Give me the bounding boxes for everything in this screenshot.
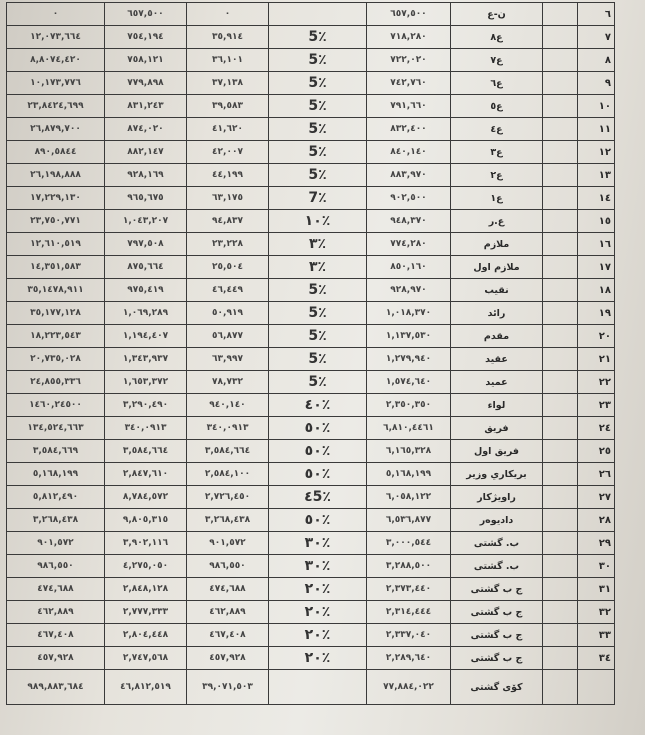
table-row <box>7 440 615 463</box>
row-total-cell: ٨,٨٠٧٤,٤٢٠ <box>7 49 105 72</box>
table-row <box>7 463 615 486</box>
percentage-cell: 5٪ <box>269 72 367 95</box>
new-salary-cell: ٢,٧٤٧,٥٦٨ <box>105 647 187 670</box>
new-salary-cell: ٧٥٤,١٩٤ <box>105 26 187 49</box>
empty-cell <box>543 3 578 26</box>
percentage-cell: ٤5٪ <box>269 486 367 509</box>
row-number-cell: ٢٤ <box>578 417 615 440</box>
row-number-cell: ٣٤ <box>578 647 615 670</box>
increase-cell: ٤٦٢,٨٨٩ <box>187 601 269 624</box>
rank-cell: ج ب گشتی <box>451 647 543 670</box>
empty-cell <box>543 325 578 348</box>
row-number-cell: ٢٦ <box>578 463 615 486</box>
empty-cell <box>543 532 578 555</box>
row-total-cell: ١٣٤,٥٢٤,٦٦٣ <box>7 417 105 440</box>
rank-cell: نقيب <box>451 279 543 302</box>
new-salary-cell: ٤,٢٧٥,٠٥٠ <box>105 555 187 578</box>
base-salary-cell: ٦,٥٣٦,٨٧٧ <box>367 509 451 532</box>
row-total-cell: ٤٦٧,٤٠٨ <box>7 624 105 647</box>
base-salary-cell: ٢,٣٣٧,٠٤٠ <box>367 624 451 647</box>
base-salary-cell: ٧١٨,٢٨٠ <box>367 26 451 49</box>
new-salary-cell: ٨٧٤,٠٢٠ <box>105 118 187 141</box>
new-salary-cell: ١,١٩٤,٤٠٧ <box>105 325 187 348</box>
increase-cell: ٣٤٠,٠٩١٣ <box>187 417 269 440</box>
base-salary-cell: ٦٥٧,٥٠٠ <box>367 3 451 26</box>
new-salary-cell: ٢,٨٤٧,٦١٠ <box>105 463 187 486</box>
table-row <box>7 279 615 302</box>
empty-cell <box>543 417 578 440</box>
rank-cell: عقيد <box>451 348 543 371</box>
increase-cell: ٥٠,٩١٩ <box>187 302 269 325</box>
row-total-cell: ٤٦٢,٨٨٩ <box>7 601 105 624</box>
percentage-cell: ٢٠٪ <box>269 624 367 647</box>
base-salary-cell: ٣,٠٠٠,٥٤٤ <box>367 532 451 555</box>
row-number-cell: ٢٥ <box>578 440 615 463</box>
table-row <box>7 647 615 670</box>
increase-cell: ٣٥,٩١٤ <box>187 26 269 49</box>
rank-cell: ج ب گشتی <box>451 601 543 624</box>
rank-cell: ن-ع <box>451 3 543 26</box>
row-number-cell: ١١ <box>578 118 615 141</box>
rank-cell: ع٧ <box>451 49 543 72</box>
empty-cell <box>543 371 578 394</box>
total-label-cell: کۆی گشتی <box>451 670 543 705</box>
rank-cell: ج ب گشتی <box>451 624 543 647</box>
base-salary-cell: ٧٢٢,٠٢٠ <box>367 49 451 72</box>
percentage-cell: 5٪ <box>269 164 367 187</box>
row-total-cell: ٢٣,٨٤٢٤,٦٩٩ <box>7 95 105 118</box>
empty-cell <box>543 95 578 118</box>
base-salary-cell: ٨٥٠,١٦٠ <box>367 256 451 279</box>
row-total-cell: ٠ <box>7 3 105 26</box>
increase-cell: ٩٨٦,٥٥٠ <box>187 555 269 578</box>
base-salary-cell: ٩٤٨,٣٧٠ <box>367 210 451 233</box>
empty-cell <box>543 302 578 325</box>
new-salary-cell: ٦٥٧,٥٠٠ <box>105 3 187 26</box>
table-row <box>7 141 615 164</box>
increase-cell: ٣٦,١٠١ <box>187 49 269 72</box>
row-number-cell: ٣٢ <box>578 601 615 624</box>
percentage-cell: 5٪ <box>269 118 367 141</box>
row-number-cell: ١٨ <box>578 279 615 302</box>
row-number-cell: ١٦ <box>578 233 615 256</box>
base-salary-cell: ٢,٢٨٩,٦٤٠ <box>367 647 451 670</box>
row-total-cell: ٣,٢٦٨,٤٣٨ <box>7 509 105 532</box>
base-salary-cell: ٧٧٤,٢٨٠ <box>367 233 451 256</box>
new-salary-cell: ٣,٥٨٤,٦٦٤ <box>105 440 187 463</box>
empty-cell <box>543 141 578 164</box>
row-number-cell: ٩ <box>578 72 615 95</box>
percentage-cell: ٣٠٪ <box>269 555 367 578</box>
new-salary-cell: ٩٢٨,١٦٩ <box>105 164 187 187</box>
new-salary-cell: ٣,٢٩٠,٤٩٠ <box>105 394 187 417</box>
new-salary-cell: ٨٨٢,١٤٧ <box>105 141 187 164</box>
empty-cell <box>543 164 578 187</box>
row-number-cell: ٦ <box>578 3 615 26</box>
row-total-cell: ٢٣,٧٥٠,٧٧١ <box>7 210 105 233</box>
table-row <box>7 164 615 187</box>
new-salary-cell: ١,٠٦٩,٢٨٩ <box>105 302 187 325</box>
empty-cell <box>543 26 578 49</box>
rank-cell: ج ب گشتی <box>451 578 543 601</box>
increase-cell: ٣٩,٥٨٣ <box>187 95 269 118</box>
increase-cell: ٤٥٧,٩٢٨ <box>187 647 269 670</box>
new-salary-cell: ٢,٨٠٤,٤٤٨ <box>105 624 187 647</box>
empty-cell <box>543 187 578 210</box>
row-total-cell: ١٤,٣٥١,٥٨٣ <box>7 256 105 279</box>
percentage-cell: ٥٠٪ <box>269 417 367 440</box>
table-row <box>7 371 615 394</box>
percentage-cell: ٤٠٪ <box>269 394 367 417</box>
row-number-cell: ١٧ <box>578 256 615 279</box>
row-total-cell: ٣٥,١٤٧٨,٩١١ <box>7 279 105 302</box>
row-total-cell: ٥,١٦٨,١٩٩ <box>7 463 105 486</box>
row-total-cell: ١٠,١٧٣,٧٧٦ <box>7 72 105 95</box>
table-row <box>7 417 615 440</box>
rank-cell: عميد <box>451 371 543 394</box>
new-salary-cell: ٧٥٨,١٢١ <box>105 49 187 72</box>
increase-cell: ٢٣,٢٢٨ <box>187 233 269 256</box>
base-salary-cell: ٨٨٣,٩٧٠ <box>367 164 451 187</box>
rank-cell: ع١ <box>451 187 543 210</box>
rank-cell: ع٥ <box>451 95 543 118</box>
base-salary-cell: ٩٠٢,٥٠٠ <box>367 187 451 210</box>
increase-cell: ٦٣,٩٩٧ <box>187 348 269 371</box>
row-number-cell: ١٤ <box>578 187 615 210</box>
row-number-cell: ٢٨ <box>578 509 615 532</box>
percentage-cell: ٣٪ <box>269 233 367 256</box>
percentage-cell: 5٪ <box>269 348 367 371</box>
rank-cell: لواء <box>451 394 543 417</box>
empty-cell <box>543 509 578 532</box>
row-number-cell: ٣٣ <box>578 624 615 647</box>
row-number-cell: ٣٠ <box>578 555 615 578</box>
increase-cell: ٣,٥٨٤,٦٦٤ <box>187 440 269 463</box>
row-total-cell: ٨٩٠,٥٨٤٤ <box>7 141 105 164</box>
table-row <box>7 210 615 233</box>
row-total-cell: ٣,٥٨٤,٦٦٩ <box>7 440 105 463</box>
table-row <box>7 509 615 532</box>
base-salary-cell: ٨٣٢,٤٠٠ <box>367 118 451 141</box>
increase-cell: ٢,٥٨٤,١٠٠ <box>187 463 269 486</box>
row-number-cell: ١٠ <box>578 95 615 118</box>
row-total-cell: ٩٨٦,٥٥٠ <box>7 555 105 578</box>
salary-table <box>6 2 615 705</box>
new-salary-cell: ٧٧٩,٨٩٨ <box>105 72 187 95</box>
row-total-cell: ١٢,٦١٠,٥١٩ <box>7 233 105 256</box>
table-row <box>7 95 615 118</box>
base-salary-cell: ٦,٠٥٨,١٢٢ <box>367 486 451 509</box>
table-row <box>7 72 615 95</box>
percentage-cell: 5٪ <box>269 49 367 72</box>
base-salary-cell: ٦,١٦٥,٣٢٨ <box>367 440 451 463</box>
salary-table-body <box>7 3 615 705</box>
row-total-cell: ٢٦,٨٧٩,٧٠٠ <box>7 118 105 141</box>
row-total-cell: ٤٥٧,٩٢٨ <box>7 647 105 670</box>
empty-cell <box>543 49 578 72</box>
new-salary-cell: ١,٠٤٣,٢٠٧ <box>105 210 187 233</box>
base-salary-cell: ٩٢٨,٩٧٠ <box>367 279 451 302</box>
new-salary-cell: ٢,٨٤٨,١٢٨ <box>105 578 187 601</box>
empty-cell <box>543 463 578 486</box>
increase-cell: ٩٠١,٥٧٢ <box>187 532 269 555</box>
new-salary-cell: ٨,٧٨٤,٥٧٢ <box>105 486 187 509</box>
total-empty-cell <box>543 670 578 705</box>
percentage-cell: ٥٠٪ <box>269 509 367 532</box>
percentage-cell: 5٪ <box>269 371 367 394</box>
empty-cell <box>543 601 578 624</box>
percentage-cell: ٢٠٪ <box>269 578 367 601</box>
new-salary-cell: ١,٦٥٣,٣٧٢ <box>105 371 187 394</box>
increase-cell: ٤٤,١٩٩ <box>187 164 269 187</box>
table-row <box>7 233 615 256</box>
empty-cell <box>543 440 578 463</box>
base-salary-cell: ١,١٣٧,٥٣٠ <box>367 325 451 348</box>
row-number-cell: ٢٩ <box>578 532 615 555</box>
base-salary-cell: ٧٩١,٦٦٠ <box>367 95 451 118</box>
row-total-cell: ١٧,٢٢٩,١٣٠ <box>7 187 105 210</box>
table-row <box>7 256 615 279</box>
row-number-cell: ١٥ <box>578 210 615 233</box>
table-row <box>7 578 615 601</box>
empty-cell <box>543 578 578 601</box>
new-salary-cell: ٧٩٧,٥٠٨ <box>105 233 187 256</box>
new-salary-cell: ٨٣١,٢٤٣ <box>105 95 187 118</box>
new-salary-cell: ٣,٩٠٢,١١٦ <box>105 532 187 555</box>
percentage-cell: ٣٪ <box>269 256 367 279</box>
base-salary-cell: ٨٤٠,١٤٠ <box>367 141 451 164</box>
rank-cell: راويژكار <box>451 486 543 509</box>
base-salary-cell: ١,٢٧٩,٩٤٠ <box>367 348 451 371</box>
empty-cell <box>543 486 578 509</box>
increase-cell: ٣,٢٦٨,٤٣٨ <box>187 509 269 532</box>
row-total-cell: ٥,٨١٢,٤٩٠ <box>7 486 105 509</box>
rank-cell: ع٢ <box>451 164 543 187</box>
increase-cell: ٢,٧٢٦,٤٥٠ <box>187 486 269 509</box>
percentage-cell: 5٪ <box>269 302 367 325</box>
increase-cell: ٧٨,٧٣٢ <box>187 371 269 394</box>
total-row <box>7 670 615 705</box>
table-row <box>7 532 615 555</box>
increase-cell: ٢٥,٥٠٤ <box>187 256 269 279</box>
table-row <box>7 26 615 49</box>
rank-cell: فريق اول <box>451 440 543 463</box>
row-total-cell: ٢٤,٨٥٥,٣٣٦ <box>7 371 105 394</box>
percentage-cell: 5٪ <box>269 141 367 164</box>
base-salary-cell: ٢,٣٧٣,٤٤٠ <box>367 578 451 601</box>
new-salary-cell: ٨٧٥,٦٦٤ <box>105 256 187 279</box>
table-row <box>7 486 615 509</box>
percentage-cell <box>269 3 367 26</box>
rank-cell: داديوەر <box>451 509 543 532</box>
rank-cell: ب. گشتی <box>451 532 543 555</box>
percentage-cell: 5٪ <box>269 325 367 348</box>
empty-cell <box>543 624 578 647</box>
row-total-cell: ٢٠,٧٣٥,٠٢٨ <box>7 348 105 371</box>
increase-cell: ٠ <box>187 3 269 26</box>
total-pct-cell <box>269 670 367 705</box>
table-row <box>7 118 615 141</box>
row-total-cell: ١٨,٢٢٣,٥٤٣ <box>7 325 105 348</box>
row-number-cell: ١٢ <box>578 141 615 164</box>
empty-cell <box>543 118 578 141</box>
table-row <box>7 302 615 325</box>
base-salary-cell: ٣,٢٨٨,٥٠٠ <box>367 555 451 578</box>
empty-cell <box>543 279 578 302</box>
rank-cell: بريكاري وزير <box>451 463 543 486</box>
increase-cell: ٣٧,١٣٨ <box>187 72 269 95</box>
row-number-cell: ٢٣ <box>578 394 615 417</box>
table-row <box>7 555 615 578</box>
percentage-cell: ٥٠٪ <box>269 440 367 463</box>
row-number-cell: ١٩ <box>578 302 615 325</box>
empty-cell <box>543 233 578 256</box>
percentage-cell: ٣٠٪ <box>269 532 367 555</box>
empty-cell <box>543 348 578 371</box>
percentage-cell: 5٪ <box>269 26 367 49</box>
row-number-cell: ٧ <box>578 26 615 49</box>
table-row <box>7 325 615 348</box>
row-number-cell: ٢٢ <box>578 371 615 394</box>
base-salary-cell: ١,٠١٨,٣٧٠ <box>367 302 451 325</box>
percentage-cell: ١٠٪ <box>269 210 367 233</box>
base-salary-cell: ٧٤٢,٧٦٠ <box>367 72 451 95</box>
percentage-cell: 5٪ <box>269 279 367 302</box>
percentage-cell: 5٪ <box>269 95 367 118</box>
table-row <box>7 394 615 417</box>
increase-cell: ٩٤,٨٣٧ <box>187 210 269 233</box>
percentage-cell: ٢٠٪ <box>269 647 367 670</box>
empty-cell <box>543 555 578 578</box>
rank-cell: ع٤ <box>451 118 543 141</box>
row-number-cell: ٣١ <box>578 578 615 601</box>
increase-cell: ٥٦,٨٧٧ <box>187 325 269 348</box>
increase-cell: ٤٢,٠٠٧ <box>187 141 269 164</box>
total-empty-cell-2 <box>578 670 615 705</box>
rank-cell: رائد <box>451 302 543 325</box>
new-salary-cell: ٢,٧٧٧,٣٣٣ <box>105 601 187 624</box>
new-salary-cell: ٩٧٥,٤١٩ <box>105 279 187 302</box>
row-number-cell: ١٣ <box>578 164 615 187</box>
row-number-cell: ٢٠ <box>578 325 615 348</box>
new-salary-cell: ١,٣٤٣,٩٣٧ <box>105 348 187 371</box>
table-row <box>7 601 615 624</box>
row-number-cell: ٨ <box>578 49 615 72</box>
empty-cell <box>543 394 578 417</box>
table-row <box>7 624 615 647</box>
total-base-cell: ٧٧,٨٨٤,٠٢٢ <box>367 670 451 705</box>
base-salary-cell: ٥,١٦٨,١٩٩ <box>367 463 451 486</box>
row-total-cell: ٢٦,١٩٨,٨٨٨ <box>7 164 105 187</box>
increase-cell: ٩٤٠,١٤٠ <box>187 394 269 417</box>
empty-cell <box>543 647 578 670</box>
rank-cell: ع٦ <box>451 72 543 95</box>
base-salary-cell: ١,٥٧٤,٦٤٠ <box>367 371 451 394</box>
new-salary-cell: ٩٦٥,٦٧٥ <box>105 187 187 210</box>
new-salary-cell: ٩,٨٠٥,٣١٥ <box>105 509 187 532</box>
empty-cell <box>543 72 578 95</box>
grand-total-cell: ٩٨٩,٨٨٣,٦٨٤ <box>7 670 105 705</box>
row-number-cell: ٢١ <box>578 348 615 371</box>
empty-cell <box>543 256 578 279</box>
base-salary-cell: ٢,٣٥٠,٣٥٠ <box>367 394 451 417</box>
new-salary-cell: ٣٤٠,٠٩١٣ <box>105 417 187 440</box>
increase-cell: ٤٦٧,٤٠٨ <box>187 624 269 647</box>
row-total-cell: ٤٧٤,٦٨٨ <box>7 578 105 601</box>
percentage-cell: 7٪ <box>269 187 367 210</box>
rank-cell: ع٨ <box>451 26 543 49</box>
row-total-cell: ١٤٦٠,٢٤٥٠٠ <box>7 394 105 417</box>
rank-cell: ع.ر <box>451 210 543 233</box>
table-row <box>7 3 615 26</box>
increase-cell: ٦٣,١٧٥ <box>187 187 269 210</box>
rank-cell: مقدم <box>451 325 543 348</box>
increase-cell: ٤٦,٤٤٩ <box>187 279 269 302</box>
base-salary-cell: ٢,٣١٤,٤٤٤ <box>367 601 451 624</box>
rank-cell: ع٣ <box>451 141 543 164</box>
table-row <box>7 187 615 210</box>
percentage-cell: ٢٠٪ <box>269 601 367 624</box>
rank-cell: فريق <box>451 417 543 440</box>
rank-cell: ملازم اول <box>451 256 543 279</box>
rank-cell: ملازم <box>451 233 543 256</box>
table-row <box>7 348 615 371</box>
row-number-cell: ٢٧ <box>578 486 615 509</box>
increase-cell: ٤٧٤,٦٨٨ <box>187 578 269 601</box>
empty-cell <box>543 210 578 233</box>
total-new-salary-cell: ٤٦,٨١٢,٥١٩ <box>105 670 187 705</box>
percentage-cell: ٥٠٪ <box>269 463 367 486</box>
increase-cell: ٤١,٦٢٠ <box>187 118 269 141</box>
row-total-cell: ٩٠١,٥٧٢ <box>7 532 105 555</box>
table-row <box>7 49 615 72</box>
row-total-cell: ١٢,٠٧٣,٦٦٤ <box>7 26 105 49</box>
base-salary-cell: ٦,٨١٠,٤٤٦١ <box>367 417 451 440</box>
row-total-cell: ٣٥,١٧٧,١٢٨ <box>7 302 105 325</box>
total-increase-cell: ٣٩,٠٧١,٥٠٣ <box>187 670 269 705</box>
rank-cell: ب. گشتی <box>451 555 543 578</box>
